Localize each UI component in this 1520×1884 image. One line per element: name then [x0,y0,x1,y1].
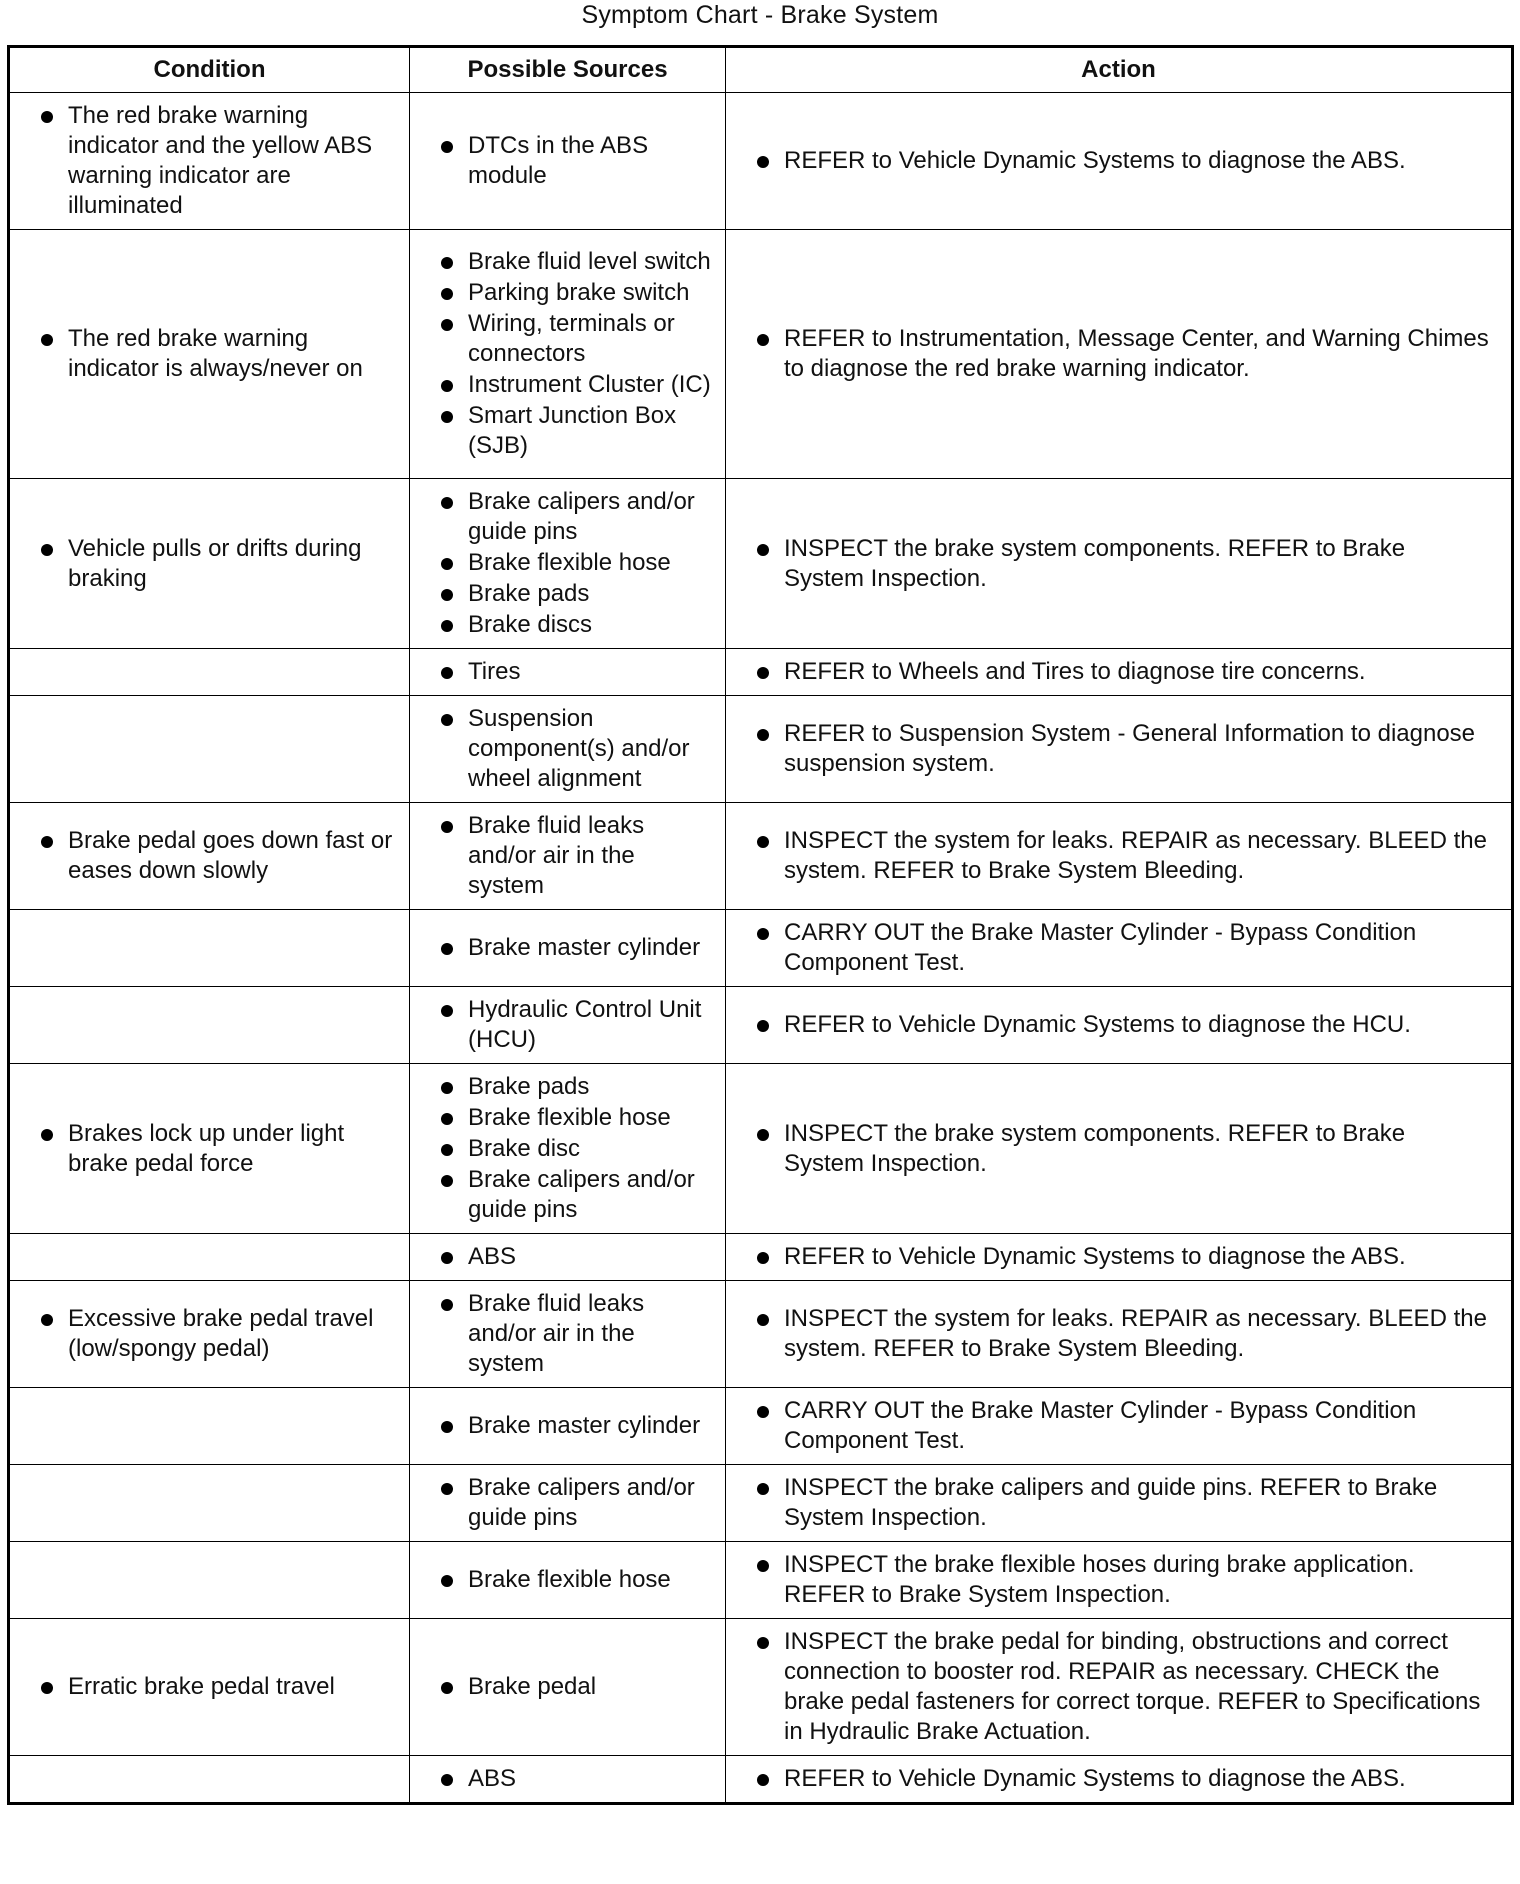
condition-cell [9,1064,410,1234]
source-item: Brake pads [430,579,715,609]
sources-cell [410,910,726,987]
condition-cell [9,1234,410,1281]
sources-list [430,1764,715,1794]
action-cell [726,1465,1513,1542]
condition-cell [9,1281,410,1388]
sources-list [430,131,715,191]
sources-list [430,657,715,687]
source-item: Suspension component(s) and/or wheel alignment [430,704,715,794]
sources-cell [410,93,726,230]
condition-text: Erratic brake pedal travel [30,1672,397,1702]
table-row [9,1465,1513,1542]
source-item: Brake master cylinder [430,1411,715,1441]
source-item: Instrument Cluster (IC) [430,370,715,400]
sources-cell [410,479,726,649]
condition-text: Brake pedal goes down fast or eases down slowly [30,826,397,886]
action-cell [726,1234,1513,1281]
action-cell [726,1619,1513,1756]
sources-list [430,487,715,640]
table-row [9,1064,1513,1234]
sources-cell [410,1542,726,1619]
condition-text: Vehicle pulls or drifts during braking [30,534,397,594]
table-row [9,1234,1513,1281]
action-text: INSPECT the system for leaks. REPAIR as necessary. BLEED the system. REFER to Brake System Bleeding. [746,1304,1491,1364]
action-cell [726,1388,1513,1465]
action-cell [726,910,1513,987]
action-cell [726,479,1513,649]
condition-cell [9,93,410,230]
action-cell [726,649,1513,696]
sources-list [430,1072,715,1225]
action-text: INSPECT the brake pedal for binding, obstructions and correct connection to booster rod. REPAIR as necessary. CHECK the brake pedal fasteners for correct torque. REFER to Specifications in Hydraulic Brake Actuation. [746,1627,1491,1747]
sources-cell [410,1756,726,1804]
action-text: INSPECT the brake flexible hoses during brake application. REFER to Brake System Inspection. [746,1550,1491,1610]
condition-cell [9,230,410,479]
source-item: Smart Junction Box (SJB) [430,401,715,461]
table-row [9,649,1513,696]
source-item: Brake fluid level switch [430,247,715,277]
condition-cell [9,696,410,803]
action-text: CARRY OUT the Brake Master Cylinder - Bypass Condition Component Test. [746,1396,1491,1456]
sources-cell [410,1234,726,1281]
table-row [9,1756,1513,1804]
action-text: INSPECT the brake system components. REFER to Brake System Inspection. [746,534,1491,594]
table-row [9,987,1513,1064]
condition-cell [9,649,410,696]
source-item: Tires [430,657,715,687]
sources-list [430,1473,715,1533]
symptom-table [7,45,1514,1805]
sources-cell [410,1281,726,1388]
source-item: Brake calipers and/or guide pins [430,487,715,547]
source-item: Brake calipers and/or guide pins [430,1473,715,1533]
table-row [9,803,1513,910]
source-item: Brake pedal [430,1672,715,1702]
sources-list [430,811,715,901]
table-row [9,1542,1513,1619]
condition-text: The red brake warning indicator and the yellow ABS warning indicator are illuminated [30,101,397,221]
sources-cell [410,1465,726,1542]
source-item: Brake flexible hose [430,1565,715,1595]
sources-cell [410,649,726,696]
sources-list [430,1242,715,1272]
chart-title: Symptom Chart - Brake System [581,1,939,29]
source-item: Brake calipers and/or guide pins [430,1165,715,1225]
action-text: REFER to Vehicle Dynamic Systems to diagnose the HCU. [746,1010,1491,1040]
sources-cell [410,803,726,910]
condition-cell [9,479,410,649]
condition-cell [9,910,410,987]
table-row [9,696,1513,803]
sources-cell [410,987,726,1064]
condition-cell [9,1542,410,1619]
action-text: REFER to Vehicle Dynamic Systems to diagnose the ABS. [746,1242,1491,1272]
condition-cell [9,987,410,1064]
source-item: Brake disc [430,1134,715,1164]
source-item: Brake fluid leaks and/or air in the system [430,1289,715,1379]
table-row [9,1619,1513,1756]
action-cell [726,230,1513,479]
sources-list [430,1565,715,1595]
header-possible-sources: Possible Sources [410,47,726,93]
source-item: Wiring, terminals or connectors [430,309,715,369]
sources-cell [410,696,726,803]
table-row [9,910,1513,987]
source-item: Brake discs [430,610,715,640]
source-item: Brake pads [430,1072,715,1102]
sources-list [430,995,715,1055]
action-cell [726,1064,1513,1234]
action-text: REFER to Vehicle Dynamic Systems to diagnose the ABS. [746,146,1491,176]
source-item: Brake fluid leaks and/or air in the system [430,811,715,901]
sources-list [430,247,715,461]
sources-cell [410,1388,726,1465]
condition-text: Excessive brake pedal travel (low/spongy pedal) [30,1304,397,1364]
condition-cell [9,1619,410,1756]
action-cell [726,987,1513,1064]
action-text: INSPECT the brake calipers and guide pins. REFER to Brake System Inspection. [746,1473,1491,1533]
source-item: Parking brake switch [430,278,715,308]
action-text: INSPECT the system for leaks. REPAIR as necessary. BLEED the system. REFER to Brake System Bleeding. [746,826,1491,886]
source-item: Brake flexible hose [430,548,715,578]
table-row [9,1281,1513,1388]
sources-cell [410,1064,726,1234]
action-cell [726,1542,1513,1619]
action-text: REFER to Wheels and Tires to diagnose tire concerns. [746,657,1491,687]
table-header-row [9,47,1513,93]
action-text: REFER to Suspension System - General Information to diagnose suspension system. [746,719,1491,779]
source-item: Hydraulic Control Unit (HCU) [430,995,715,1055]
source-item: Brake master cylinder [430,933,715,963]
action-text: REFER to Vehicle Dynamic Systems to diagnose the ABS. [746,1764,1491,1794]
condition-text: Brakes lock up under light brake pedal force [30,1119,397,1179]
sources-list [430,933,715,963]
table-row [9,1388,1513,1465]
source-item: ABS [430,1764,715,1794]
condition-cell [9,1465,410,1542]
sources-cell [410,1619,726,1756]
action-text: REFER to Instrumentation, Message Center, and Warning Chimes to diagnose the red brake warning indicator. [746,324,1491,384]
action-text: INSPECT the brake system components. REFER to Brake System Inspection. [746,1119,1491,1179]
table-row [9,93,1513,230]
action-text: CARRY OUT the Brake Master Cylinder - Bypass Condition Component Test. [746,918,1491,978]
sources-list [430,1289,715,1379]
condition-cell [9,1388,410,1465]
sources-list [430,1672,715,1702]
sources-list [430,704,715,794]
action-cell [726,803,1513,910]
condition-text: The red brake warning indicator is always/never on [30,324,397,384]
header-condition: Condition [9,47,410,93]
sources-cell [410,230,726,479]
sources-list [430,1411,715,1441]
action-cell [726,696,1513,803]
source-item: Brake flexible hose [430,1103,715,1133]
source-item: ABS [430,1242,715,1272]
action-cell [726,93,1513,230]
condition-cell [9,1756,410,1804]
source-item: DTCs in the ABS module [430,131,715,191]
table-row [9,479,1513,649]
header-action: Action [726,47,1513,93]
action-cell [726,1281,1513,1388]
condition-cell [9,803,410,910]
table-body [9,93,1513,1804]
action-cell [726,1756,1513,1804]
table-row [9,230,1513,479]
